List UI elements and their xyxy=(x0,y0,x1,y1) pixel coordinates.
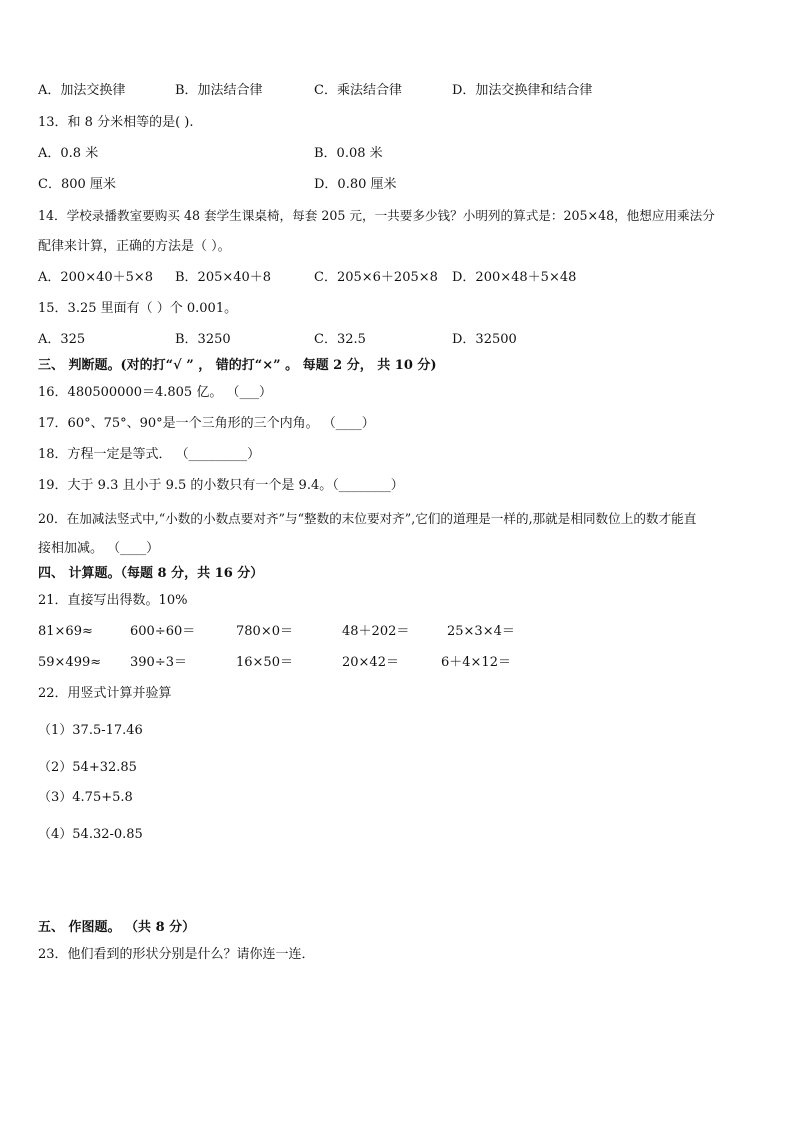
q21-r2-c5: 6＋4×12＝ xyxy=(441,655,511,670)
q14-option-b: B．205×40＋8 xyxy=(175,270,272,285)
q15-stem: 15．3.25 里面有（ ）个 0.001。 xyxy=(38,301,238,316)
q21-r2-c2: 390÷3＝ xyxy=(130,655,187,670)
q21-r2-c3: 16×50＝ xyxy=(236,655,293,670)
q13-option-d: D．0.80 厘米 xyxy=(314,177,397,192)
section-3-title: 三、 判断题。(对的打“√ ” ， 错的打“×” 。 每题 2 分， 共 10 分) xyxy=(38,358,437,373)
q21-r1-c5: 25×3×4＝ xyxy=(447,624,515,639)
q21-r2-c4: 20×42＝ xyxy=(342,655,399,670)
q18: 18．方程一定是等式． （_________） xyxy=(38,447,261,462)
q17: 17．60°、75°、90°是一个三角形的三个内角。 （____） xyxy=(38,416,375,431)
q22-item-4: （4）54.32-0.85 xyxy=(38,827,143,842)
section-4-title: 四、 计算题。（每题 8 分，共 16 分） xyxy=(38,566,264,581)
q22-item-1: （1）37.5-17.46 xyxy=(38,723,143,738)
q21-r1-c2: 600÷60＝ xyxy=(130,624,196,639)
q21-r2-c1: 59×499≈ xyxy=(38,655,102,670)
q21-r1-c1: 81×69≈ xyxy=(38,624,93,639)
q14-stem-line1: 14．学校录播教室要购买 48 套学生课桌椅，每套 205 元，一共要多少钱？小明列的算式是：205×48，他想应用乘法分 xyxy=(38,208,715,223)
q21-stem: 21．直接写出得数。10% xyxy=(38,593,188,608)
q14-option-d: D．200×48＋5×48 xyxy=(452,270,577,285)
q13-option-c: C．800 厘米 xyxy=(38,177,116,192)
q22-stem: 22．用竖式计算并验算 xyxy=(38,686,172,701)
q22-item-3: （3）4.75+5.8 xyxy=(38,790,133,805)
q14-stem-line2: 配律来计算，正确的方法是（ ）。 xyxy=(38,239,231,254)
q16: 16．480500000＝4.805 亿。 （___） xyxy=(38,385,272,400)
q21-r1-c3: 780×0＝ xyxy=(236,624,293,639)
q15-option-b: B．3250 xyxy=(175,332,231,347)
q21-r1-c4: 48＋202＝ xyxy=(342,624,410,639)
q19: 19．大于 9.3 且小于 9.5 的小数只有一个是 9.4。（________） xyxy=(38,478,404,493)
q13-option-a: A．0.8 米 xyxy=(38,146,99,161)
q20-line1: 20．在加减法竖式中,“小数的小数点要对齐”与“整数的末位要对齐”,它们的道理是一样的,那就是相同数位上的数才能直 xyxy=(38,511,697,526)
q12-option-c: C．乘法结合律 xyxy=(314,83,402,98)
q22-item-2: （2）54+32.85 xyxy=(38,760,137,775)
q13-stem: 13．和 8 分米相等的是( ). xyxy=(38,115,194,130)
q15-option-d: D．32500 xyxy=(452,332,517,347)
q15-option-a: A．325 xyxy=(38,332,86,347)
q12-option-d: D．加法交换律和结合律 xyxy=(452,83,593,98)
q13-option-b: B．0.08 米 xyxy=(314,146,383,161)
q14-option-c: C．205×6＋205×8 xyxy=(314,270,438,285)
q12-option-a: A．加法交换律 xyxy=(38,83,126,98)
q14-option-a: A．200×40＋5×8 xyxy=(38,270,154,285)
q20-line2: 接相加减。 （____） xyxy=(38,541,160,556)
q23: 23．他们看到的形状分别是什么？请你连一连． xyxy=(38,947,315,962)
q15-option-c: C．32.5 xyxy=(314,332,366,347)
q12-option-b: B．加法结合律 xyxy=(175,83,263,98)
section-5-title: 五、 作图题。 （共 8 分） xyxy=(38,920,196,935)
